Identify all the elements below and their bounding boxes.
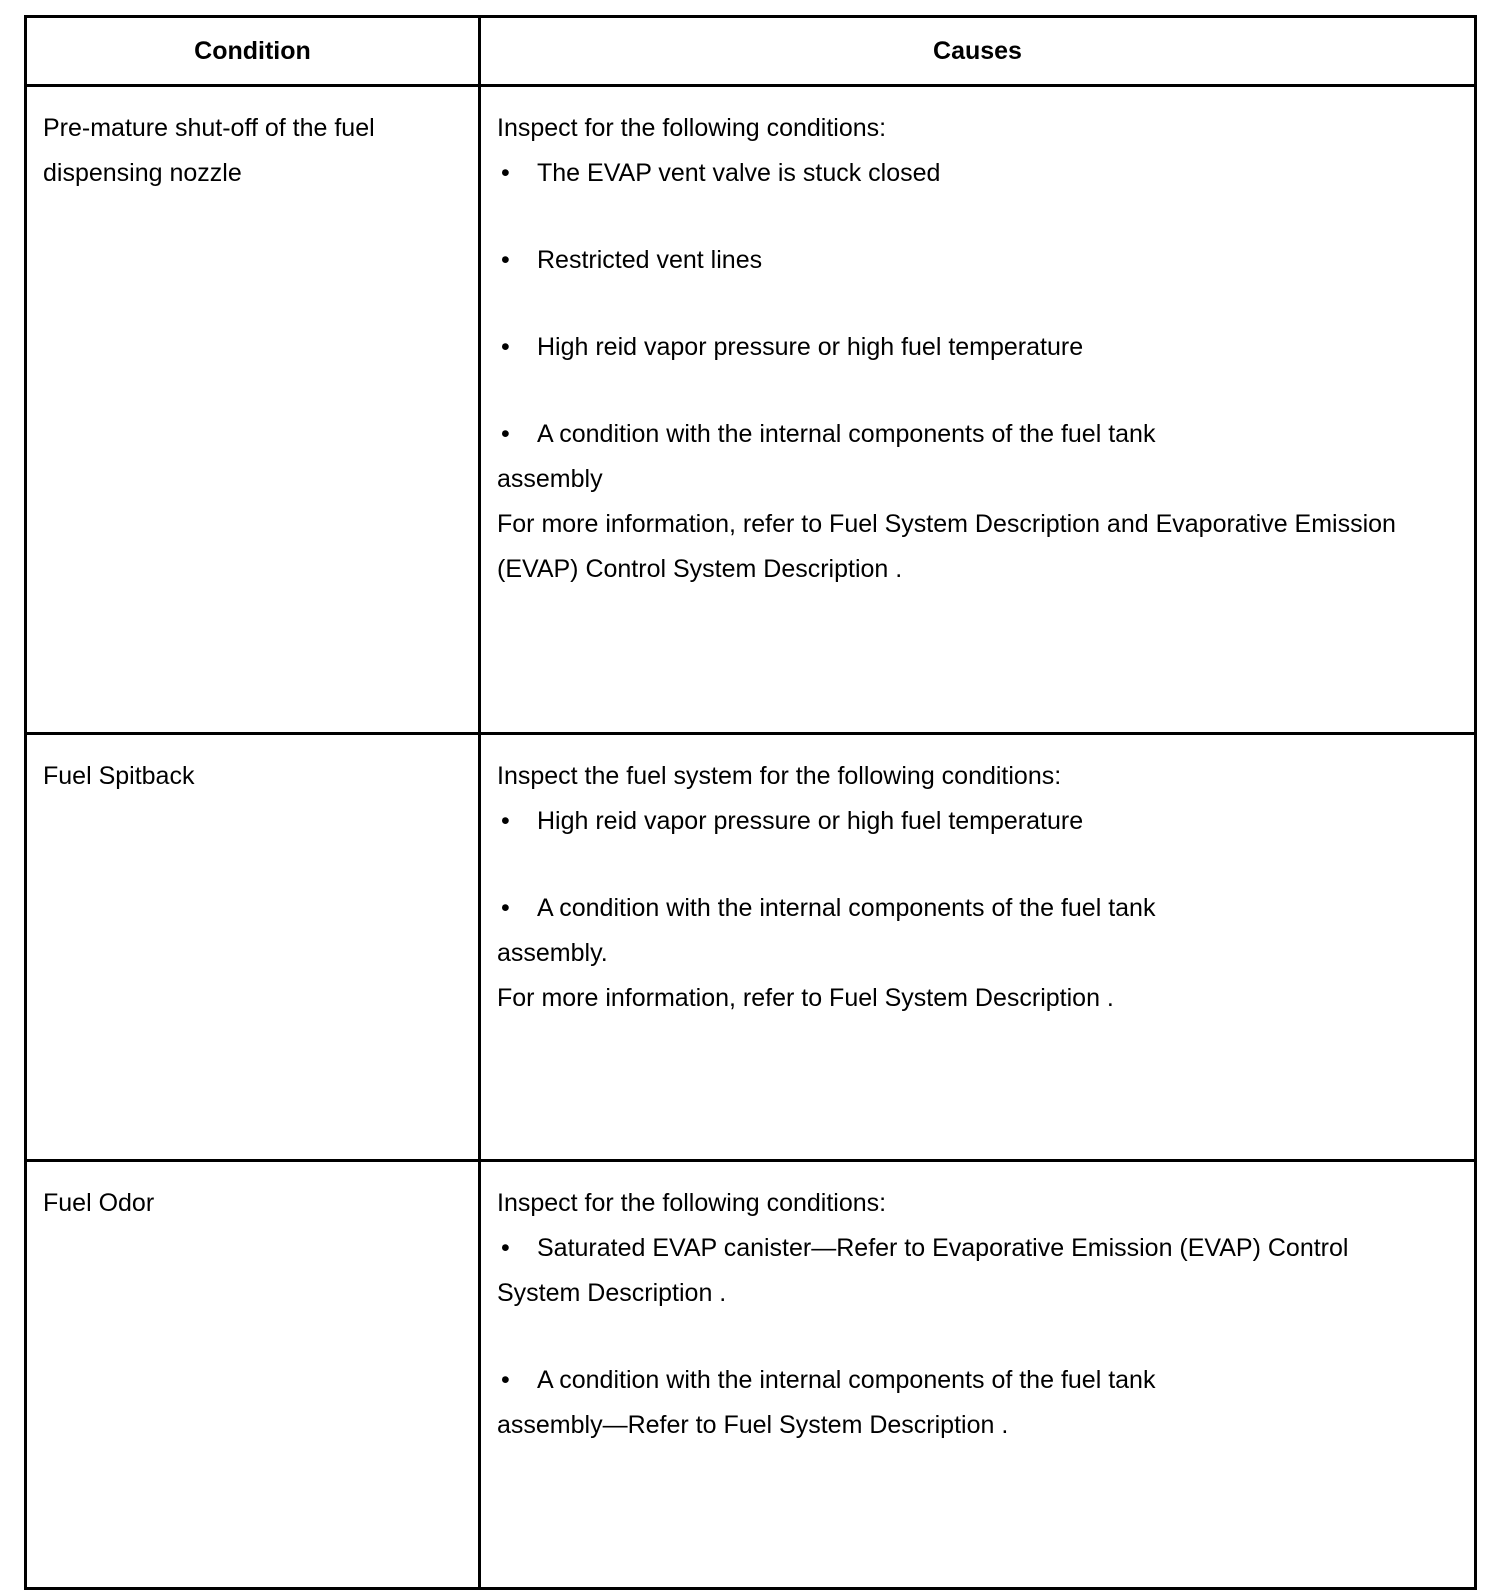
cause-outro: For more information, refer to Fuel System Description .	[497, 984, 1114, 1012]
cause-bullet-item	[497, 325, 1444, 370]
condition-cell	[26, 734, 480, 1161]
cause-bullet-item	[497, 886, 1257, 976]
causes-cell	[480, 86, 1476, 734]
cause-bullet-item	[497, 151, 1444, 196]
bullet-icon: •	[501, 1366, 510, 1394]
bullet-icon: •	[501, 333, 510, 361]
condition-cell	[26, 1161, 480, 1589]
header-condition: Condition	[26, 17, 480, 86]
condition-cell	[26, 86, 480, 734]
bullet-icon: •	[501, 1234, 510, 1262]
cause-bullet-text: A condition with the internal components of the fuel tank assembly—Refer to Fuel System Description .	[497, 1366, 1156, 1439]
cause-bullet-item	[497, 412, 1257, 502]
bullet-icon: •	[501, 894, 510, 922]
cause-bullet-text: Saturated EVAP canister—Refer to Evaporative Emission (EVAP) Control System Description .	[497, 1234, 1349, 1307]
table-row	[26, 86, 1476, 734]
condition-text: Pre-mature shut-off of the fuel dispensing nozzle	[43, 114, 375, 187]
diagnostic-table	[24, 15, 1477, 1590]
cause-bullet-text: Restricted vent lines	[537, 246, 763, 274]
cause-bullet-text: A condition with the internal components of the fuel tank assembly	[497, 420, 1156, 493]
cause-bullet-text: High reid vapor pressure or high fuel temperature	[537, 333, 1084, 361]
cause-bullet-text: The EVAP vent valve is stuck closed	[537, 159, 941, 187]
cause-intro: Inspect for the following conditions:	[497, 1189, 887, 1217]
cause-bullet-item	[497, 238, 1444, 283]
cause-outro: For more information, refer to Fuel System Description and Evaporative Emission (EVAP) Control System Description .	[497, 510, 1396, 583]
table-row	[26, 1161, 1476, 1589]
causes-cell	[480, 1161, 1476, 1589]
bullet-icon: •	[501, 246, 510, 274]
cause-bullet-text: High reid vapor pressure or high fuel temperature	[537, 807, 1084, 835]
causes-cell	[480, 734, 1476, 1161]
cause-bullet-item	[497, 1358, 1257, 1448]
cause-bullet-item	[497, 799, 1444, 844]
table-row	[26, 734, 1476, 1161]
cause-bullet-item	[497, 1226, 1377, 1316]
cause-intro: Inspect the fuel system for the following conditions:	[497, 762, 1062, 790]
cause-bullet-text: A condition with the internal components of the fuel tank assembly.	[497, 894, 1156, 967]
header-causes: Causes	[480, 17, 1476, 86]
bullet-icon: •	[501, 807, 510, 835]
bullet-icon: •	[501, 420, 510, 448]
condition-text: Fuel Spitback	[43, 762, 195, 790]
header-row	[26, 17, 1476, 86]
bullet-icon: •	[501, 159, 510, 187]
cause-intro: Inspect for the following conditions:	[497, 114, 887, 142]
condition-text: Fuel Odor	[43, 1189, 155, 1217]
